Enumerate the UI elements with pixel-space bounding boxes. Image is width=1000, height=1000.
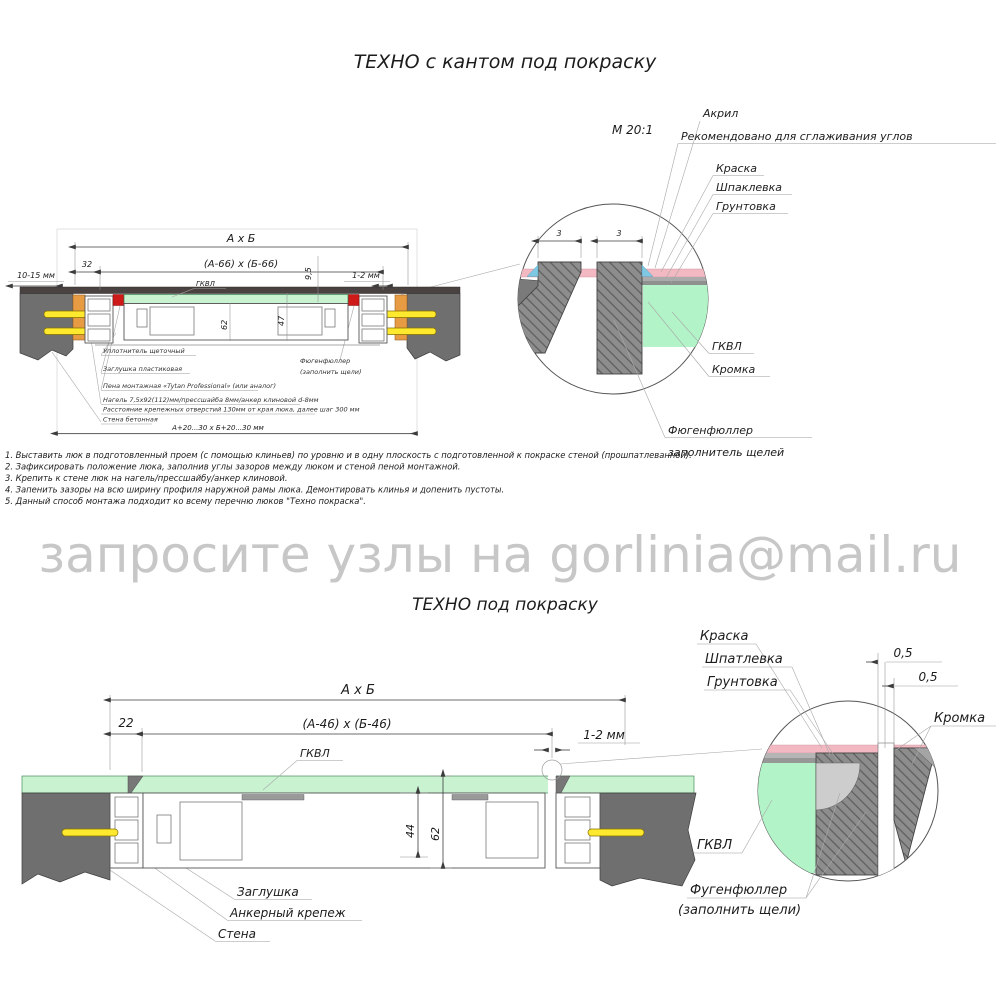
label-filler-top-1: Фюгенфюллер [668,424,753,437]
bottom-callouts [215,885,362,942]
callout-fugen-2: (заполнить щели) [300,368,362,376]
bottom-right-anchor [588,829,644,836]
door-profile [95,304,380,346]
label-putty-top: Шпаклевка [716,181,783,194]
callout-foam: Пена монтажная «Tytan Professional» (или аналог) [103,382,277,390]
finish-layer-band [20,287,460,294]
dim-edge-gap-bottom: 1-2 мм [583,728,625,742]
top-title: ТЕХНО с кантом под покраску [353,51,657,73]
bottom-left-anchor [62,829,118,836]
bdetail-joint-slot [878,743,894,878]
label-edge-top-detail: Кромка [712,363,756,376]
right-frame-profile [359,296,387,343]
dim-inner-bottom: (А-46) х (Б-46) [302,717,392,731]
callout-brush-seal: Уплотнитель щеточный [103,347,185,355]
callout-nagel: Нагель 7,5х92(112)мм/прессшайба 8мм/анкер клиновой d-8мм [103,396,319,404]
label-gkvl-bottom-detail: ГКВЛ [697,838,733,853]
gkvl-label-bottom: ГКВЛ [300,747,330,760]
callout-fugen-1: Фюгенфюллер [300,357,351,365]
callout-plastic-cap: Заглушка пластиковая [103,365,183,373]
top-callouts [101,347,362,424]
edge-gap-slot [548,775,556,794]
label-putty-bottom: Шпатлевка [705,652,783,667]
label-acryl-note: Рекомендовано для сглаживания углов [681,130,913,143]
note-4: 4. Запенить зазоры на всю ширину профиля наружной рамы люка. Демонтировать клинья и допенить пустоты. [5,484,505,495]
bottom-detail-view [678,629,996,918]
callout-cap: Заглушка [237,885,299,899]
callout-spacing: Расстояние крепежных отверстий 130мм от края люка, далее шаг 300 мм [103,405,360,414]
bottom-section-view [22,683,762,942]
left-seal [113,295,124,306]
dim-inner: (А-66) х (Б-66) [203,259,279,270]
detail-primer-layer [640,281,710,285]
bottom-left-wall [22,793,110,884]
gkvl-label: ГКВЛ [196,280,215,288]
label-primer-bottom: Грунтовка [707,675,778,690]
bottom-title: ТЕХНО под покраску [412,595,598,615]
bottom-door-profile [143,793,545,868]
left-wall [20,294,73,361]
note-2: 2. Зафиксировать положение люка, заполнив углы зазоров между люком и стеной пеной монтажной. [5,461,461,472]
bottom-right-wall [600,793,696,886]
dim-9-5: 9,5 [304,267,313,280]
right-wall [407,294,460,362]
top-detail-labels [614,107,996,459]
label-filler-bottom-1: Фугенфюллер [690,883,788,898]
label-paint-top: Краска [716,162,757,175]
top-section-view [8,229,520,434]
top-detail-view [516,107,996,459]
dim-wall-gap: 10-15 мм [17,271,55,280]
callout-concrete-wall: Стена бетонная [103,415,158,424]
dim-edge-gap-top: 1-2 мм [352,271,380,280]
label-gkvl-top-detail: ГКВЛ [712,340,742,353]
note-5: 5. Данный способ монтажа подходит ко всему перечню люков "Техно покраска". [5,496,366,506]
note-3: 3. Крепить к стене люк на нагель/прессшайбу/анкер клиновой. [5,473,288,483]
dim-overall-bottom: А х Б [341,683,375,698]
dim-62-bottom: 62 [429,827,442,841]
right-seal [348,295,359,306]
label-filler-top-2: заполнитель щелей [668,446,785,459]
watermark-text: запросите узлы на gorlinia@mail.ru [38,526,962,584]
dim-3-right: 3 [616,229,622,238]
dim-44: 44 [404,824,417,838]
detail-right-profile [597,262,642,374]
detail-putty-layer [640,277,710,281]
dim-overall: А х Б [226,232,256,245]
dim-0-5-b: 0,5 [918,670,938,684]
left-frame-profile [85,296,113,343]
bdetail-gkvl-green [758,763,816,873]
callout-anchor: Анкерный крепеж [230,906,346,920]
label-filler-bottom-2: (заполнить щели) [678,903,802,918]
label-paint-bottom: Краска [700,629,749,644]
dim-47: 47 [277,315,286,326]
note-1: 1. Выставить люк в подготовленный проем (с помощью клиньев) по уровню и в одну плоскость с подготовленной к покраске стеной (прошпатлеванной). [5,450,692,460]
label-primer-top: Грунтовка [716,200,776,213]
callout-wall: Стена [218,927,256,941]
dim-offset-32: 32 [81,260,93,269]
dim-offset-22: 22 [118,716,134,730]
scale-label: М 20:1 [612,123,654,137]
dim-0-5-a: 0,5 [893,646,913,660]
gkvl-band [22,776,694,793]
installation-notes [5,450,692,506]
dim-rough-opening: А+20...30 х Б+20...30 мм [172,424,264,432]
gkvl-panel [124,295,348,304]
dim-62: 62 [220,319,229,330]
label-acryl: Акрил [703,107,739,120]
label-edge-bottom: Кромка [934,711,986,726]
dim-3-left: 3 [556,229,562,238]
